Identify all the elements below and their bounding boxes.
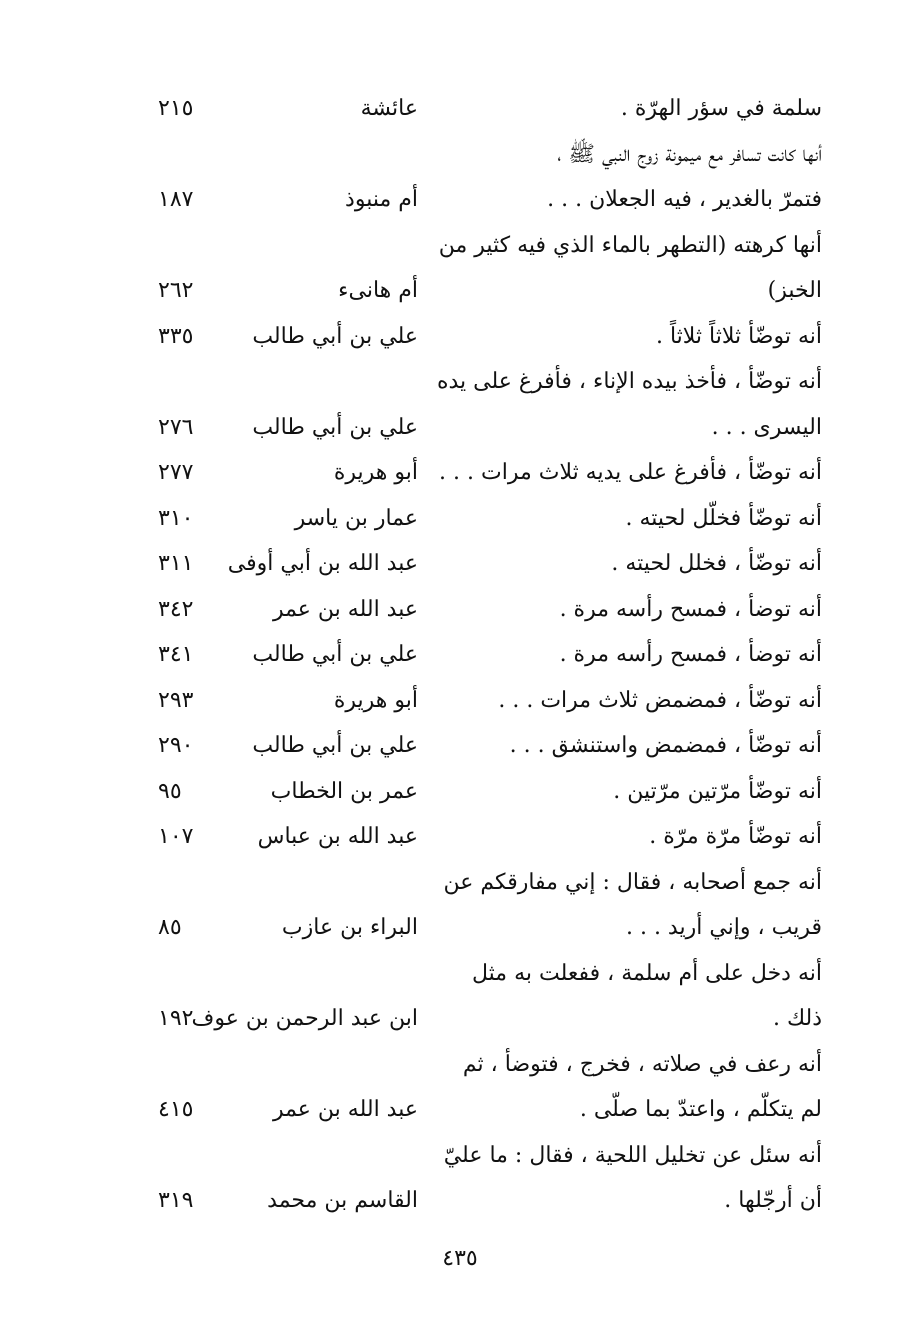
narrator-name: علي بن أبي طالب	[252, 323, 418, 349]
hadith-text-line: الخبز)	[767, 278, 822, 303]
index-entry	[150, 541, 822, 587]
reference-page-number: ٢٧٦	[158, 414, 194, 440]
index-entry	[150, 769, 822, 815]
hadith-text-line: فتمرّ بالغدير ، فيه الجعلان . . .	[547, 187, 822, 212]
reference-page-number: ١٨٧	[158, 187, 194, 212]
reference-page-number: ٢٦٢	[158, 278, 194, 303]
narrator-name: القاسم بن محمد	[267, 1188, 418, 1213]
narrator-name: عبد الله بن عمر	[272, 1097, 418, 1122]
hadith-text-line: أنه توضّأ ، فخلل لحيته .	[611, 551, 822, 576]
hadith-index-list	[150, 86, 822, 1224]
hadith-text-line: أنه توضّأ مرّة مرّة .	[649, 824, 822, 849]
index-entry	[150, 450, 822, 496]
hadith-text-line: أنه توضأ ، فمسح رأسه مرة .	[559, 596, 822, 622]
hadith-text-line: أن أرجّلها .	[724, 1188, 822, 1213]
narrator-name: أم هانىء	[338, 278, 418, 303]
hadith-text-line: أنه دخل على أم سلمة ، ففعلت به مثل	[472, 960, 822, 986]
reference-page-number: ٢٩٠	[158, 733, 194, 758]
hadith-text-line: قريب ، وإني أريد . . .	[625, 915, 822, 940]
hadith-text-line: أنه توضّأ ، فمضمض واستنشق . . .	[509, 733, 822, 758]
index-entry	[150, 1042, 822, 1133]
narrator-name: أبو هريرة	[333, 460, 418, 485]
index-entry	[150, 723, 822, 769]
reference-page-number: ٤١٥	[158, 1097, 194, 1122]
index-entry	[150, 587, 822, 633]
index-entry	[150, 223, 822, 314]
hadith-text-line: أنه توضّأ ، فمضمض ثلاث مرات . . .	[498, 687, 822, 713]
reference-page-number: ٢٩٣	[158, 687, 194, 713]
narrator-name: أم منبوذ	[345, 187, 418, 212]
narrator-name: علي بن أبي طالب	[252, 733, 418, 758]
narrator-name: عبد الله بن عباس	[257, 824, 418, 849]
narrator-name: علي بن أبي طالب	[252, 414, 418, 440]
hadith-text-line: أنه توضّأ ثلاثاً ثلاثاً .	[655, 323, 822, 349]
narrator-name: البراء بن عازب	[281, 915, 418, 940]
hadith-text-line: أنه جمع أصحابه ، فقال : إني مفارقكم عن	[443, 869, 822, 895]
narrator-name: عبد الله بن عمر	[272, 596, 418, 622]
index-entry	[150, 951, 822, 1042]
reference-page-number: ٨٥	[158, 915, 182, 940]
index-entry	[150, 132, 822, 223]
reference-page-number: ٣١٠	[158, 505, 194, 531]
narrator-name: أبو هريرة	[333, 687, 418, 713]
reference-page-number: ٩٥	[158, 778, 182, 804]
reference-page-number: ٢٧٧	[158, 460, 194, 485]
index-entry	[150, 86, 822, 132]
index-entry	[150, 496, 822, 542]
hadith-text-line: أنه سئل عن تخليل اللحية ، فقال : ما عليّ	[443, 1142, 822, 1168]
reference-page-number: ٣٤٢	[158, 596, 194, 622]
reference-page-number: ٢١٥	[158, 96, 194, 121]
index-entry	[150, 632, 822, 678]
hadith-text-line: لم يتكلّم ، واعتدّ بما صلّى .	[579, 1097, 822, 1122]
hadith-text-line: أنه توضّأ ، فأخذ بيده الإناء ، فأفرغ على يده	[437, 369, 822, 394]
hadith-text-line: أنه توضّأ فخلّل لحيته .	[625, 505, 822, 531]
narrator-name: عائشة	[360, 96, 418, 121]
hadith-text-line: أنه توضّأ ، فأفرغ على يديه ثلاث مرات . . .	[439, 460, 822, 485]
narrator-name: عمار بن ياسر	[294, 505, 418, 531]
reference-page-number: ٣٣٥	[158, 323, 194, 349]
index-entry	[150, 814, 822, 860]
hadith-text-line: ذلك .	[772, 1006, 822, 1031]
reference-page-number: ١٠٧	[158, 824, 194, 849]
index-entry	[150, 359, 822, 450]
reference-page-number: ٣١٩	[158, 1188, 194, 1213]
narrator-name: ابن عبد الرحمن بن عوف	[191, 1006, 418, 1031]
narrator-name: عمر بن الخطاب	[270, 778, 418, 804]
hadith-text-line: أنه توضأ ، فمسح رأسه مرة .	[559, 642, 822, 667]
reference-page-number: ١٩٢	[158, 1006, 194, 1031]
index-entry	[150, 860, 822, 951]
page-number: ٤٣٥	[442, 1246, 478, 1271]
hadith-text-line: أنها كرهته (التطهر بالماء الذي فيه كثير من	[438, 232, 822, 258]
index-entry	[150, 314, 822, 360]
reference-page-number: ٣٤١	[158, 642, 194, 667]
hadith-text-line: أنه توضّأ مرّتين مرّتين .	[613, 778, 822, 804]
hadith-text-line: أنها كانت تسافر مع ميمونة زوج النبي ﷺ ،	[557, 141, 822, 167]
index-entry	[150, 678, 822, 724]
index-entry	[150, 1133, 822, 1224]
narrator-name: علي بن أبي طالب	[252, 642, 418, 667]
hadith-text-line: اليسرى . . .	[711, 414, 822, 440]
hadith-text-line: أنه رعف في صلاته ، فخرج ، فتوضأ ، ثم	[462, 1051, 822, 1077]
hadith-text-line: سلمة في سؤر الهرّة .	[620, 96, 822, 121]
narrator-name: عبد الله بن أبي أوفى	[227, 551, 418, 576]
reference-page-number: ٣١١	[158, 551, 194, 576]
